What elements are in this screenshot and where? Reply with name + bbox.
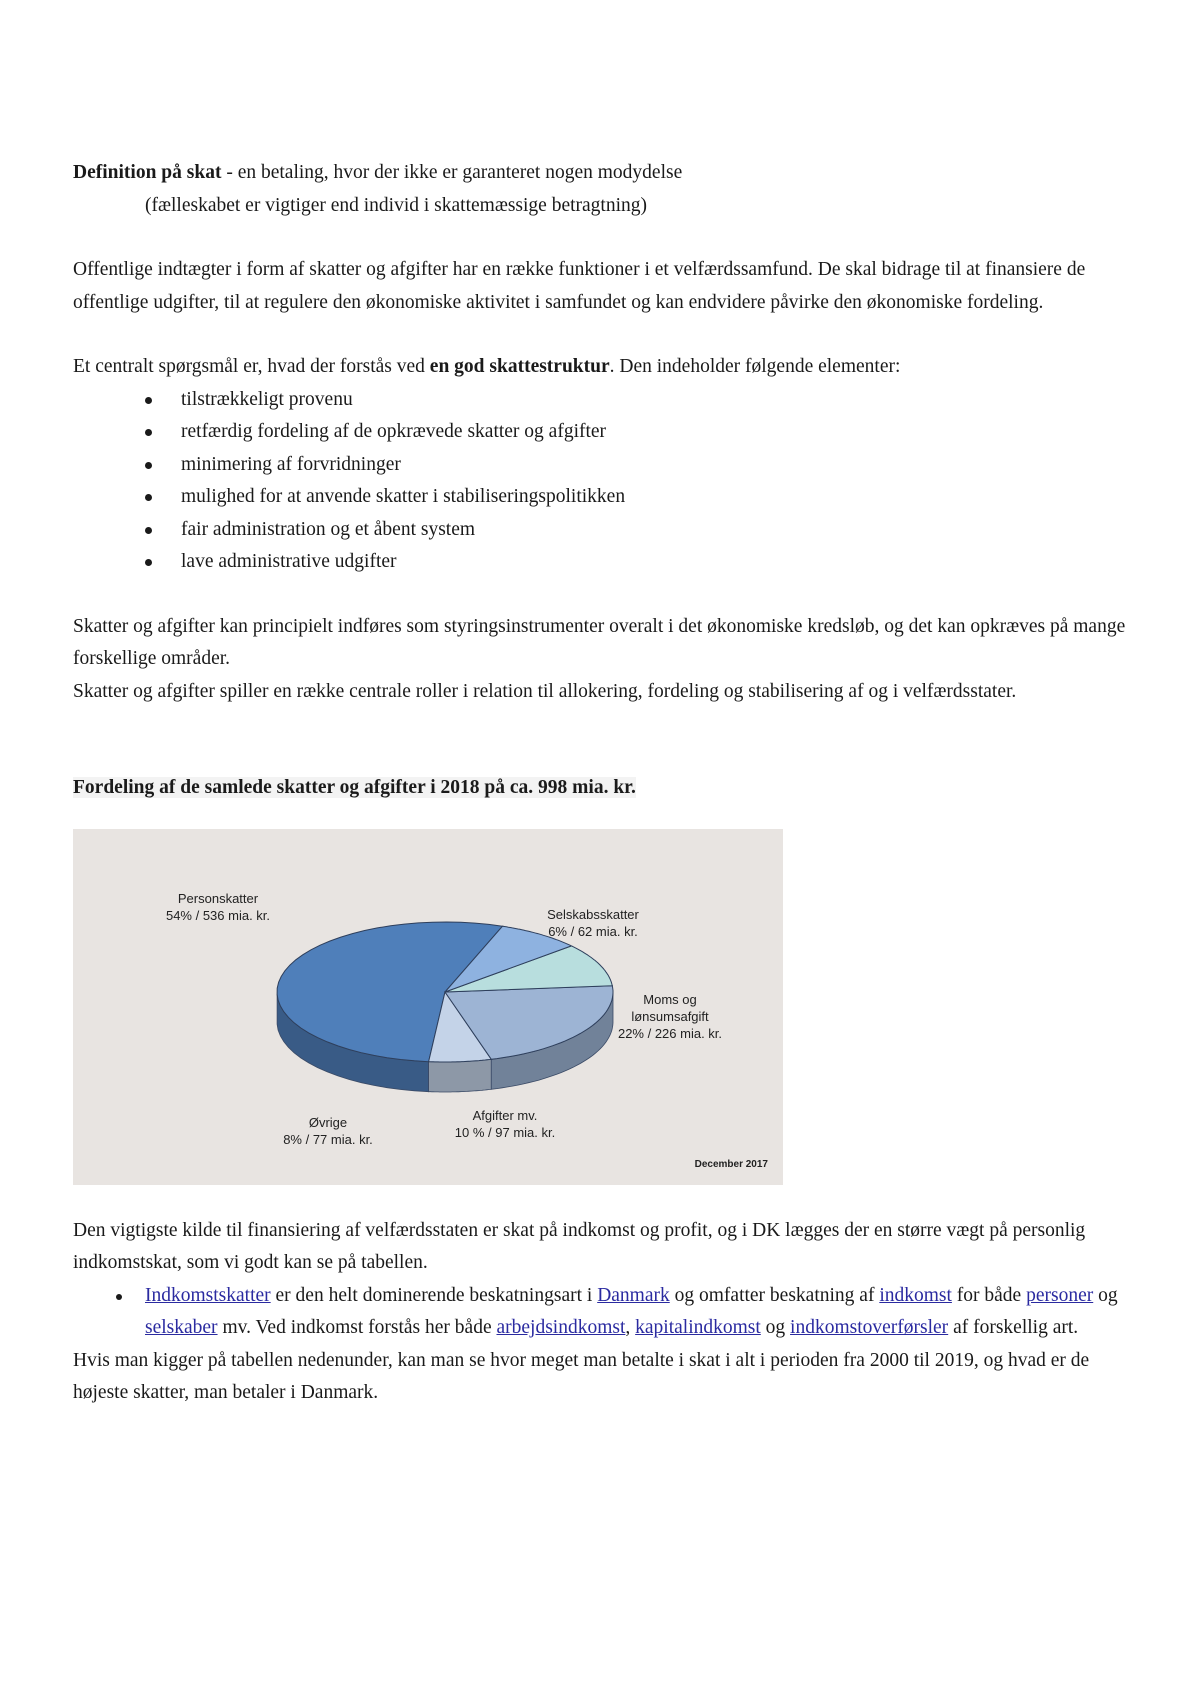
paragraph-public-revenue: Offentlige indtægter i form af skatter og afgifter har en række funktioner i et velfærdssamfund. De skal bidrage til at finansiere de offentlige udgifter, til at regulere den økonomiske aktivitet i samfundet og kan endvidere påvirke den økonomiske fordeling. <box>73 259 1086 313</box>
text-fragment: , <box>625 1317 636 1338</box>
list-item: minimering af forvridninger <box>143 449 1133 482</box>
label-moms-name-2: lønsumsafgift <box>631 1008 709 1024</box>
link-indkomstoverforsler[interactable]: indkomstoverførsler <box>790 1317 949 1338</box>
label-afgifter-name: Afgifter mv. <box>472 1107 538 1123</box>
text-fragment: og <box>1093 1284 1118 1306</box>
paragraph-steering-instruments: Skatter og afgifter kan principielt indføres som styringsinstrumenter overalt i det økonomiske kredsløb, og det kan opkræves på mange forskellige områder. <box>73 615 1126 669</box>
link-kapitalindkomst[interactable]: kapitalindkomst <box>635 1317 761 1338</box>
chart-source-date: December 2017 <box>694 1158 768 1170</box>
label-moms-name-1: Moms og <box>643 991 697 1007</box>
list-item <box>113 1280 1133 1345</box>
income-tax-list <box>73 1280 1133 1345</box>
link-indkomstskatter[interactable]: Indkomstskatter <box>145 1284 271 1306</box>
definition-text: - en betaling, hvor der ikke er garanteret nogen modydelse <box>221 162 683 183</box>
label-selskabsskatter-name: Selskabsskatter <box>547 906 639 922</box>
label-selskabsskatter-value: 6% / 62 mia. kr. <box>548 923 638 939</box>
tax-structure-text-before: Et centralt spørgsmål er, hvad der forstås ved <box>73 356 430 377</box>
paragraph-table-intro: Hvis man kigger på tabellen nedenunder, kan man se hvor meget man betalte i skat i alt i perioden fra 2000 til 2019, og hvad er de højeste skatter, man betaler i Danmark. <box>73 1349 1090 1403</box>
chart-heading-text: Fordeling af de samlede skatter og afgifter i 2018 på ca. 998 mia. kr. <box>73 777 636 798</box>
link-indkomst[interactable]: indkomst <box>879 1284 952 1306</box>
link-personer[interactable]: personer <box>1026 1284 1094 1306</box>
pie-chart-figure <box>73 829 783 1185</box>
label-ovrige-value: 8% / 77 mia. kr. <box>283 1131 373 1147</box>
text-fragment: er den helt dominerende beskatningsart i <box>270 1284 598 1306</box>
paragraph-tax-structure <box>73 351 1133 384</box>
definition-term: Definition på skat <box>73 162 222 183</box>
pie-chart-top <box>277 922 613 1062</box>
label-moms-value: 22% / 226 mia. kr. <box>617 1025 723 1041</box>
label-ovrige-name: Øvrige <box>308 1114 348 1130</box>
label-afgifter-value: 10 % / 97 mia. kr. <box>454 1124 556 1140</box>
list-item: retfærdig fordeling af de opkrævede skatter og afgifter <box>143 416 1133 449</box>
text-fragment: og omfatter beskatning af <box>669 1284 880 1306</box>
link-selskaber[interactable]: selskaber <box>145 1317 218 1338</box>
paragraph-roles: Skatter og afgifter spiller en række centrale roller i relation til allokering, fordeling og stabilisering af og i velfærdsstater. <box>73 680 1017 702</box>
text-fragment: for både <box>951 1284 1027 1306</box>
text-fragment: mv. Ved indkomst forstås her både <box>217 1317 497 1338</box>
definition-note: (fælleskabet er vigtiger end individ i skattemæssige betragtning) <box>145 194 648 216</box>
text-fragment: af forskellig art. <box>948 1317 1079 1338</box>
tax-structure-text-after: . Den indeholder følgende elementer: <box>609 356 901 377</box>
label-personskatter-name: Personskatter <box>177 890 259 906</box>
list-item: fair administration og et åbent system <box>143 514 1133 547</box>
text-fragment: og <box>760 1317 791 1338</box>
label-personskatter-value: 54% / 536 mia. kr. <box>165 907 271 923</box>
list-item: lave administrative udgifter <box>143 546 1133 579</box>
list-item: tilstrækkeligt provenu <box>143 384 1133 417</box>
document-body <box>73 157 1133 1410</box>
pie-chart <box>73 829 783 1185</box>
paragraph-main-source: Den vigtigste kilde til finansiering af velfærdsstaten er skat på indkomst og profit, og i DK lægges der en større vægt på personlig indkomstskat, som vi godt kan se på tabellen. <box>73 1219 1086 1273</box>
list-item: mulighed for at anvende skatter i stabiliseringspolitikken <box>143 481 1133 514</box>
pie-side-selskabsskatter <box>429 1059 492 1092</box>
tax-structure-list <box>73 384 1133 579</box>
tax-structure-bold: en god skattestruktur <box>429 356 610 377</box>
chart-heading <box>73 772 1133 805</box>
definition-line <box>73 157 1133 190</box>
link-arbejdsindkomst[interactable]: arbejdsindkomst <box>496 1317 626 1338</box>
link-danmark[interactable]: Danmark <box>597 1284 670 1306</box>
